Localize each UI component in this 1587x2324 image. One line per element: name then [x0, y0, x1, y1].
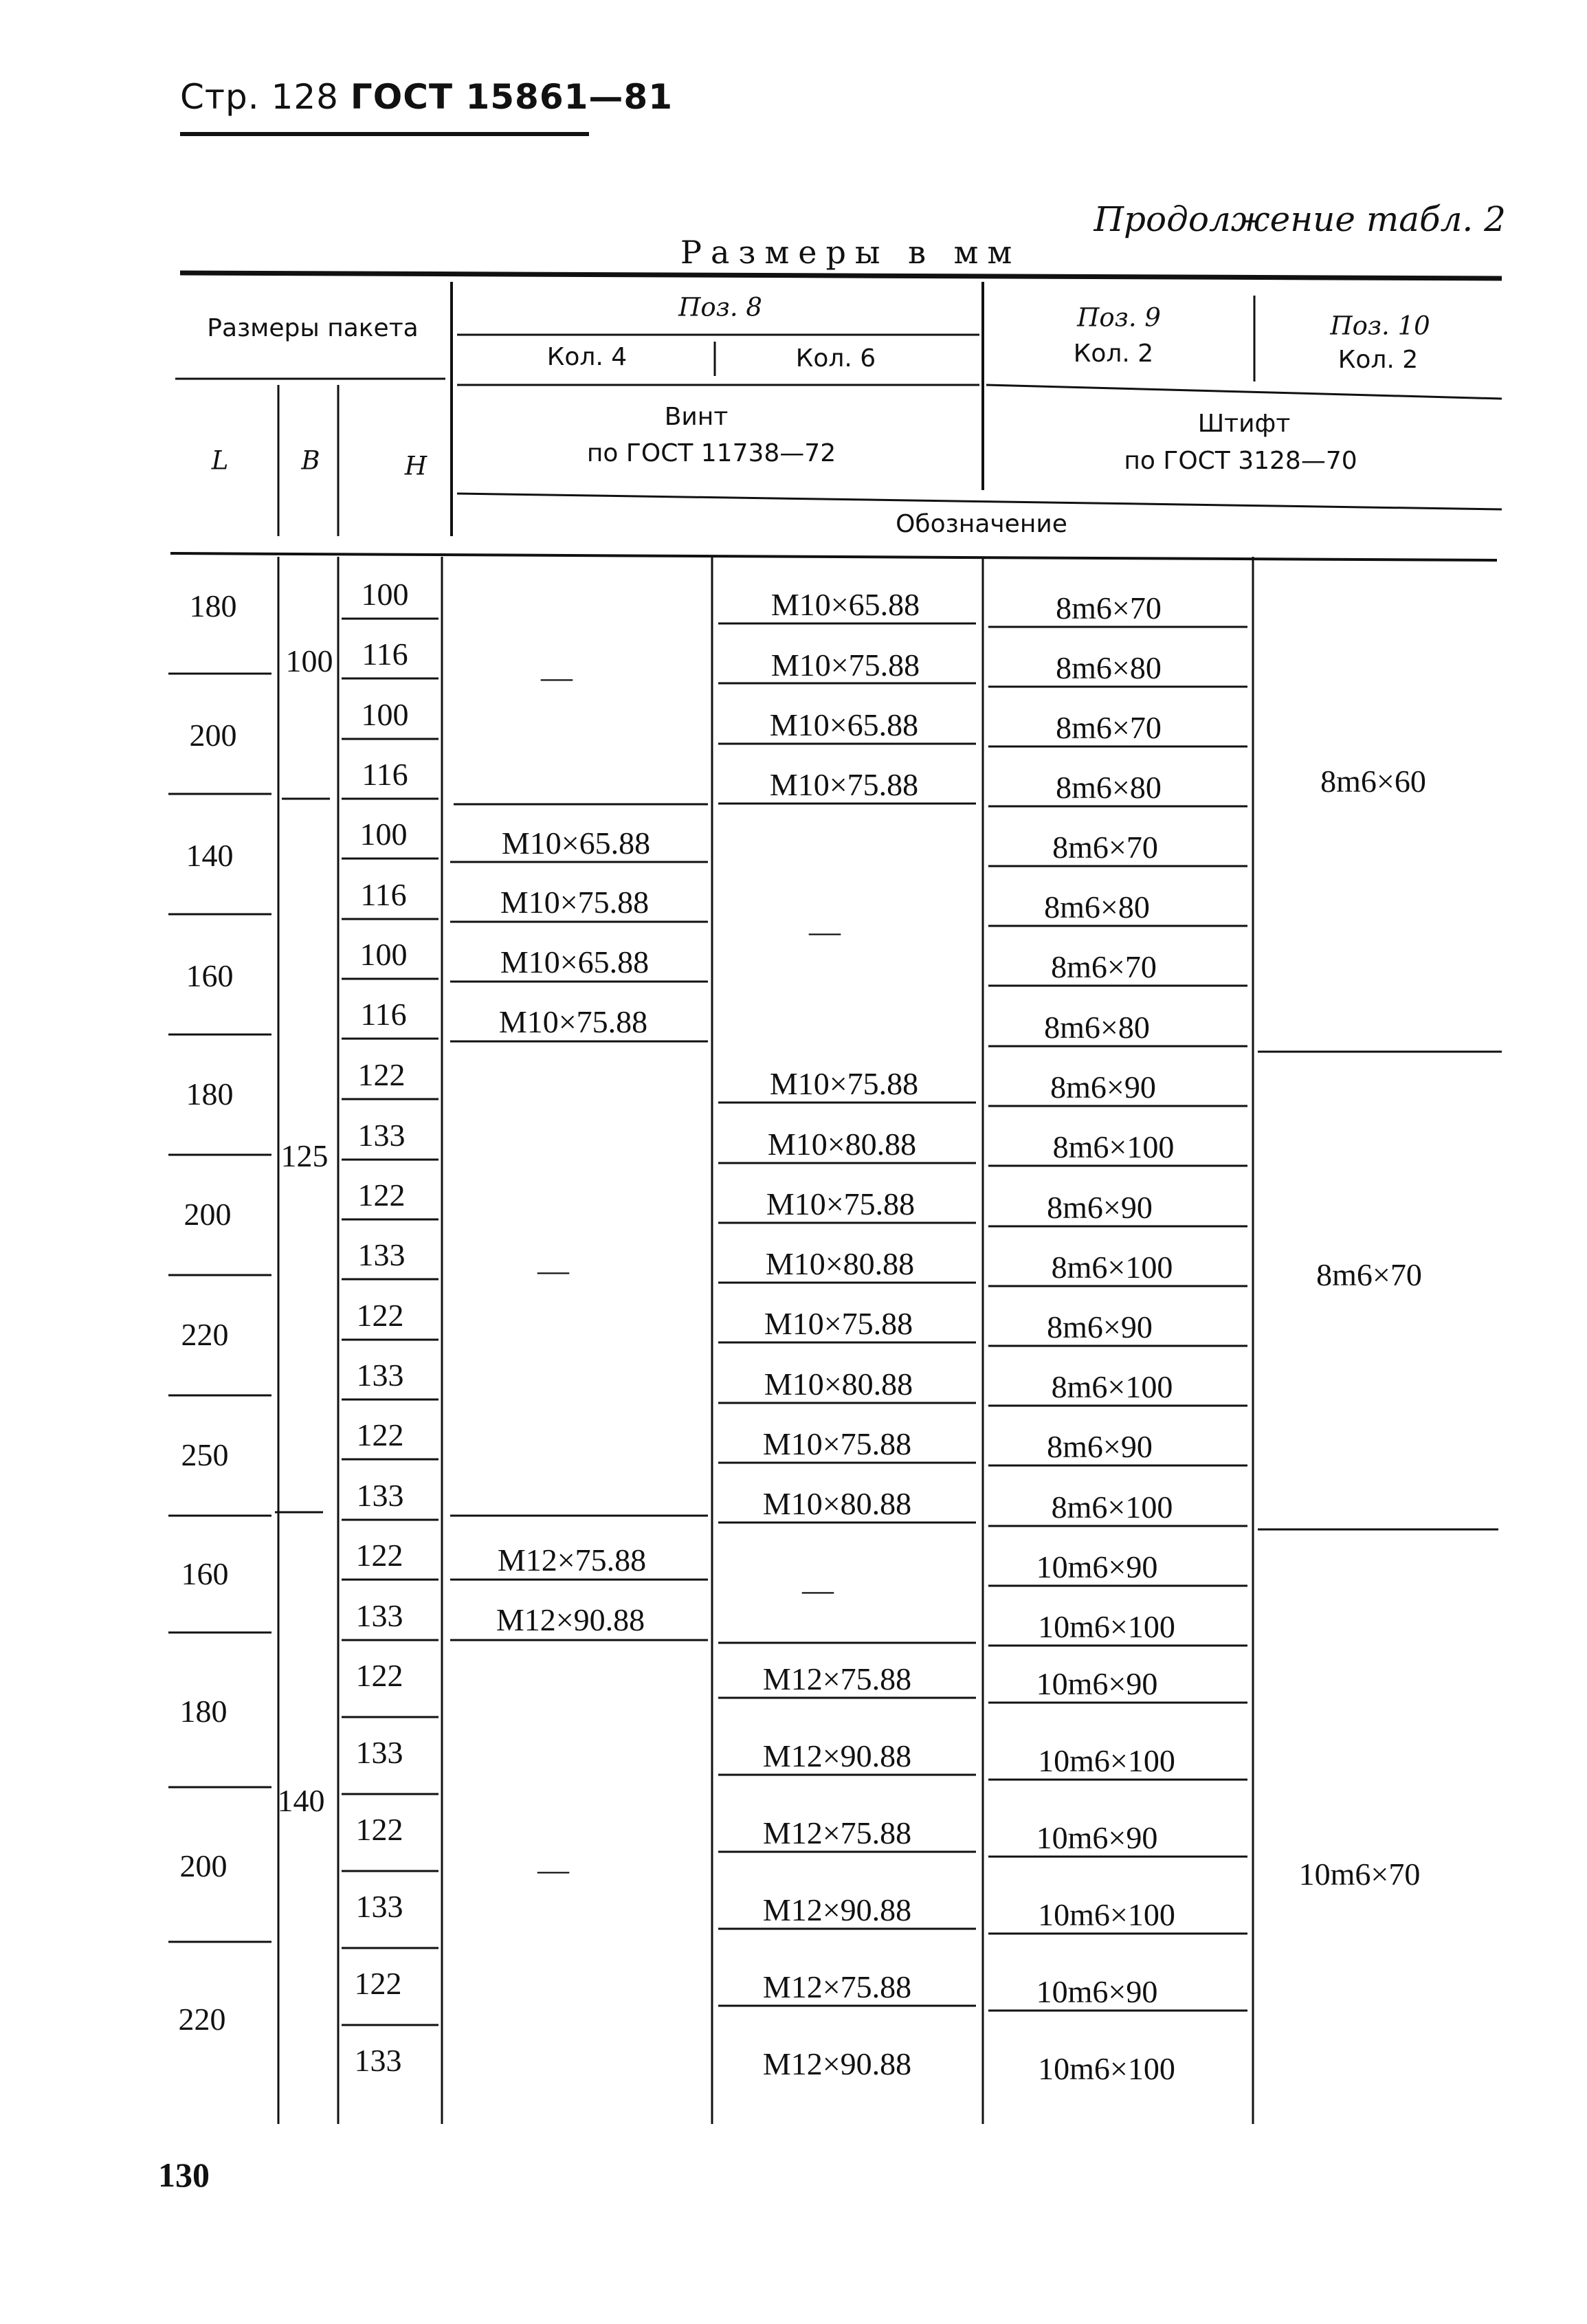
h-value: 133 — [357, 1237, 406, 1272]
page-number: 130 — [158, 2156, 210, 2194]
header-col-L: L — [211, 445, 229, 476]
b-value: 100 — [285, 643, 333, 678]
h-value: 133 — [355, 1598, 403, 1633]
kol6-value: M10×75.88 — [769, 767, 919, 802]
h-value: 122 — [355, 1538, 403, 1573]
pos9-value: 10m6×100 — [1038, 1743, 1175, 1778]
l-value: 220 — [178, 2002, 226, 2037]
kol6-value: M12×75.88 — [762, 1969, 912, 2004]
h-value: 122 — [355, 1812, 403, 1847]
h-value: 100 — [359, 937, 408, 972]
header-package-dims: Размеры пакета — [207, 314, 419, 342]
h-value: 116 — [360, 997, 407, 1032]
kol4-value: M10×75.88 — [500, 885, 650, 920]
header-screw: Винт — [664, 403, 729, 431]
kol6-value: M12×75.88 — [762, 1661, 912, 1696]
pos9-value: 10m6×90 — [1036, 1820, 1158, 1855]
l-value: 200 — [184, 1197, 232, 1232]
pos9-value: 8m6×100 — [1051, 1369, 1173, 1404]
pos10-value: 8m6×70 — [1316, 1257, 1422, 1292]
kol6-value: M10×75.88 — [769, 1066, 919, 1101]
h-value: 133 — [357, 1118, 406, 1153]
pos9-value: 8m6×80 — [1044, 889, 1150, 925]
pos9-value: 8m6×70 — [1056, 590, 1162, 626]
h-value: 133 — [355, 1735, 403, 1770]
l-value: 200 — [189, 718, 237, 753]
pos9-value: 8m6×100 — [1052, 1129, 1175, 1164]
h-value: 122 — [354, 1966, 402, 2001]
h-value: 100 — [361, 577, 409, 612]
pos9-value: 10m6×100 — [1038, 1609, 1175, 1644]
empty-cell-dash: — — [537, 1852, 569, 1887]
pos9-value: 8m6×90 — [1047, 1309, 1153, 1344]
kol4-value: M12×75.88 — [497, 1542, 647, 1578]
table-continuation-label: Продолжение табл. 2 — [1094, 199, 1506, 239]
h-value: 133 — [356, 1478, 404, 1513]
pos9-value: 8m6×80 — [1044, 1010, 1150, 1045]
kol6-value: M10×80.88 — [765, 1246, 915, 1281]
l-value: 220 — [181, 1317, 229, 1352]
header-pos8-qty6: Кол. 6 — [795, 344, 876, 373]
header-designation: Обозначение — [896, 510, 1067, 538]
header-pin: Штифт — [1197, 410, 1291, 438]
units-caption: Размеры в мм — [680, 234, 1021, 271]
h-value: 122 — [356, 1417, 404, 1452]
l-value: 160 — [186, 958, 234, 993]
pos9-value: 8m6×100 — [1051, 1250, 1173, 1285]
h-value: 116 — [360, 877, 407, 912]
header-pos10-qty: Кол. 2 — [1338, 346, 1419, 374]
h-value: 122 — [357, 1177, 406, 1213]
kol6-value: M10×65.88 — [769, 707, 919, 742]
pos9-value: 8m6×70 — [1051, 949, 1157, 984]
empty-cell-dash: — — [541, 659, 573, 694]
h-value: 122 — [356, 1298, 404, 1333]
kol6-value: M12×90.88 — [762, 1738, 912, 1773]
header-pos9-qty: Кол. 2 — [1073, 340, 1154, 368]
kol4-value: M10×65.88 — [500, 944, 650, 980]
pos9-value: 8m6×90 — [1050, 1070, 1156, 1105]
pos10-value: 10m6×70 — [1298, 1857, 1421, 1892]
empty-cell-dash: — — [802, 1572, 834, 1607]
h-value: 100 — [361, 697, 409, 732]
h-value: 133 — [356, 1358, 404, 1393]
header-bottom-rule — [170, 553, 1497, 560]
h-value: 122 — [357, 1057, 406, 1092]
kol6-value: M10×75.88 — [770, 648, 920, 683]
kol6-value: M12×75.88 — [762, 1815, 912, 1850]
table-top-rule — [180, 273, 1502, 278]
l-value: 250 — [181, 1437, 229, 1472]
h-value: 116 — [362, 637, 408, 672]
pos9-value: 10m6×100 — [1038, 1897, 1175, 1932]
pos9-value: 8m6×70 — [1056, 710, 1162, 745]
header-screw-standard: по ГОСТ 11738—72 — [586, 439, 836, 467]
pos9-value: 10m6×90 — [1036, 1549, 1158, 1584]
b-value: 125 — [280, 1138, 329, 1173]
header-pos8: Поз. 8 — [678, 292, 762, 322]
header-col-B: B — [301, 445, 320, 476]
kol6-value: M10×75.88 — [766, 1186, 915, 1221]
kol4-value: M10×75.88 — [498, 1004, 648, 1039]
empty-cell-dash: — — [809, 914, 841, 949]
l-value: 180 — [189, 588, 237, 623]
kol4-value: M12×90.88 — [496, 1602, 645, 1637]
table-rule — [457, 494, 1502, 509]
pos10-value: 8m6×60 — [1320, 764, 1426, 799]
header-pos9: Поз. 9 — [1077, 302, 1161, 333]
kol4-value: M10×65.88 — [501, 826, 651, 861]
pos9-value: 10m6×90 — [1036, 1666, 1158, 1701]
table-rule — [986, 385, 1502, 399]
b-value: 140 — [277, 1783, 325, 1818]
pos9-value: 8m6×100 — [1051, 1490, 1173, 1525]
l-value: 180 — [186, 1076, 234, 1111]
page-header-prefix: Стр. 128 — [180, 77, 339, 117]
empty-cell-dash: — — [537, 1252, 569, 1287]
kol6-value: M10×80.88 — [762, 1486, 912, 1521]
h-value: 133 — [354, 2043, 402, 2078]
pos9-value: 8m6×80 — [1056, 650, 1162, 685]
kol6-value: M10×80.88 — [764, 1366, 913, 1402]
kol6-value: M12×90.88 — [762, 1892, 912, 1927]
kol6-value: M12×90.88 — [762, 2046, 912, 2081]
l-value: 160 — [181, 1556, 229, 1591]
header-pos8-qty4: Кол. 4 — [546, 343, 628, 371]
h-value: 100 — [359, 817, 408, 852]
header-col-H: H — [404, 451, 428, 481]
pos9-value: 8m6×70 — [1052, 830, 1158, 865]
standard-number: ГОСТ 15861—81 — [350, 77, 674, 117]
l-value: 180 — [179, 1694, 227, 1729]
kol6-value: M10×65.88 — [770, 587, 920, 622]
kol6-value: M10×75.88 — [762, 1426, 912, 1461]
l-value: 140 — [186, 838, 234, 873]
header-pin-standard: по ГОСТ 3128—70 — [1124, 447, 1357, 475]
l-value: 200 — [179, 1848, 227, 1883]
h-value: 133 — [355, 1889, 403, 1924]
pos9-value: 8m6×90 — [1047, 1429, 1153, 1464]
h-value: 122 — [355, 1658, 403, 1693]
pos9-value: 8m6×90 — [1047, 1190, 1153, 1225]
h-value: 116 — [362, 757, 408, 792]
pos9-value: 8m6×80 — [1056, 770, 1162, 805]
header-pos10: Поз. 10 — [1330, 311, 1430, 341]
kol6-value: M10×80.88 — [767, 1127, 917, 1162]
kol6-value: M10×75.88 — [764, 1306, 913, 1341]
pos9-value: 10m6×100 — [1038, 2051, 1175, 2086]
pos9-value: 10m6×90 — [1036, 1974, 1158, 2009]
